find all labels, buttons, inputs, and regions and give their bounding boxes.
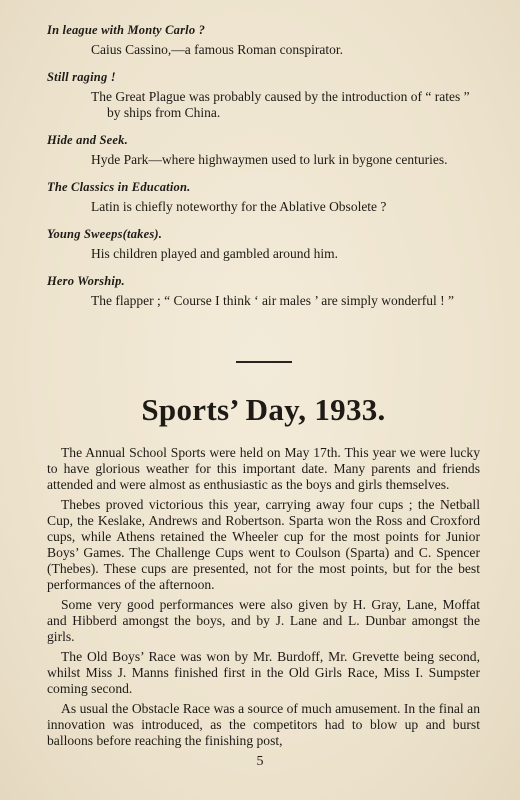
joke-entry [47, 132, 480, 168]
joke-heading: Young Sweeps(takes). [47, 227, 163, 241]
article-paragraph: Thebes proved victorious this year, carrying away four cups ; the Netball Cup, the Keslake, Andrews and Robertson. Sparta won the Ross and Croxford cups, while Athens retained the Wheeler cup for the most points for Junior Boys’ Games. The Challenge Cups went to Coulson (Sparta) and C. Spencer (Thebes). These cups are presented, not for the most points, but for the best performances of the afternoon. [47, 497, 480, 592]
joke-heading: Hide and Seek. [47, 133, 128, 147]
article-paragraph: Some very good performances were also given by H. Gray, Lane, Moffat and Hibberd amongst the boys, and by J. Lane and L. Dunbar amongst the girls. [47, 597, 480, 644]
article-paragraph: As usual the Obstacle Race was a source of much amusement. In the final an innovation was introduced, as the competitors had to blow up and burst balloons before reaching the finishing post, [47, 701, 480, 748]
joke-entry [47, 226, 480, 262]
article-title: Sports’ Day, 1933. [141, 392, 386, 427]
section-divider [236, 361, 292, 363]
joke-entry [47, 273, 480, 309]
article-paragraph: The Annual School Sports were held on May 17th. This year we were lucky to have glorious weather for this important date. Many parents and friends attended and were almost as enthusiastic as the boys and girls themselves. [47, 445, 480, 492]
joke-answer: Latin is chiefly noteworthy for the Ablative Obsolete ? [91, 199, 387, 214]
joke-entry [47, 179, 480, 215]
article-paragraph: The Old Boys’ Race was won by Mr. Burdoff, Mr. Grevette being second, whilst Miss J. Manns finished first in the Old Girls Race, Miss I. Sumpster coming second. [47, 649, 480, 696]
joke-answer: The flapper ; “ Course I think ‘ air males ’ are simply wonderful ! ” [91, 293, 454, 308]
article-body [47, 445, 480, 749]
joke-entry [47, 22, 480, 58]
page-number: 5 [256, 754, 264, 769]
joke-answer: His children played and gambled around him. [91, 246, 339, 261]
joke-heading: In league with Monty Carlo ? [47, 23, 206, 37]
joke-heading: Hero Worship. [47, 274, 125, 288]
joke-answer: The Great Plague was probably caused by the introduction of “ rates ” by ships from China. [91, 89, 470, 120]
joke-heading: The Classics in Education. [47, 180, 191, 194]
joke-answer: Caius Cassino,—a famous Roman conspirator. [91, 42, 343, 57]
joke-heading: Still raging ! [47, 70, 116, 84]
joke-answer: Hyde Park—where highwaymen used to lurk in bygone centuries. [91, 152, 448, 167]
joke-entry [47, 69, 480, 121]
jokes-section [47, 22, 480, 309]
